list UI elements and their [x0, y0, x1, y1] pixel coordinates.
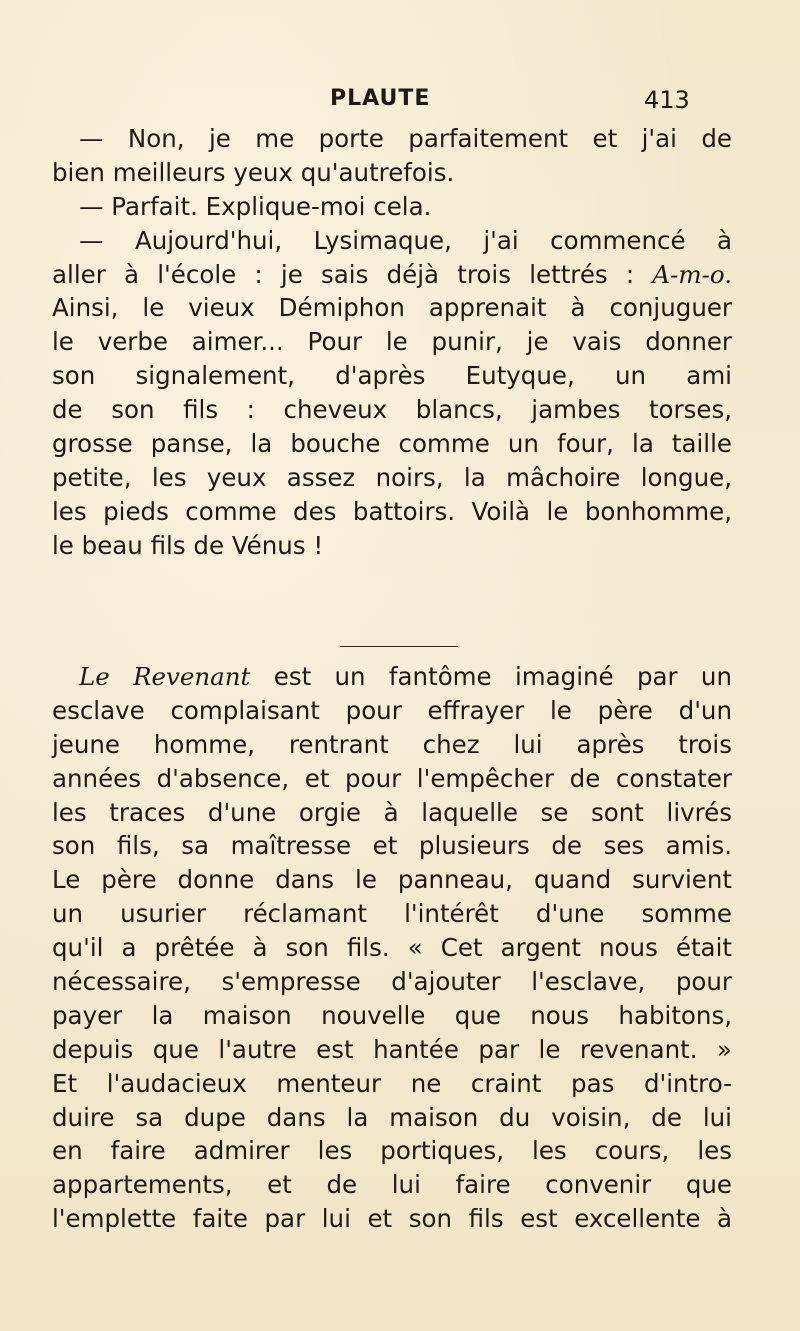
- text-line: appartements, et de lui faire convenir que: [52, 1170, 732, 1200]
- text-segment: aller à l'école : je sais déjà trois lettrés :: [52, 259, 653, 289]
- text-line: grosse panse, la bouche comme un four, la taille: [52, 429, 732, 459]
- page-header: [0, 86, 800, 116]
- text-line: petite, les yeux assez noirs, la mâchoire longue,: [52, 462, 732, 492]
- italic-word: A-m-o.: [652, 259, 732, 289]
- text-line: depuis que l'autre est hantée par le revenant. »: [52, 1034, 732, 1064]
- play-title: Le Revenant: [79, 662, 251, 691]
- text-line: [52, 258, 732, 292]
- text-line: — Aujourd'hui, Lysimaque, j'ai commencé à: [79, 225, 732, 255]
- dialogue-block: [52, 122, 732, 563]
- summary-block: [52, 660, 732, 1236]
- text-line: Ainsi, le vieux Démiphon apprenait à conjuguer: [52, 293, 732, 323]
- text-line: [52, 660, 732, 694]
- text-line: de son fils : cheveux blancs, jambes torses,: [52, 395, 732, 425]
- text-line: les pieds comme des battoirs. Voilà le bonhomme,: [52, 496, 732, 526]
- text-line: un usurier réclamant l'intérêt d'une somme: [52, 899, 732, 929]
- text-line: duire sa dupe dans la maison du voisin, de lui: [52, 1102, 732, 1132]
- text-line: le beau fils de Vénus !: [52, 530, 324, 560]
- text-line: nécessaire, s'empresse d'ajouter l'esclave, pour: [52, 967, 732, 997]
- text-segment: est un fantôme imaginé par un: [250, 662, 732, 691]
- text-line: le verbe aimer... Pour le punir, je vais donner: [52, 327, 732, 357]
- text-line: Le père donne dans le panneau, quand survient: [52, 865, 732, 895]
- text-line: son signalement, d'après Eutyque, un ami: [52, 361, 732, 391]
- text-line: qu'il a prêtée à son fils. « Cet argent nous était: [52, 933, 732, 963]
- running-head: PLAUTE: [330, 86, 431, 111]
- text-line: années d'absence, et pour l'empêcher de constater: [52, 763, 732, 793]
- text-line: Et l'audacieux menteur ne craint pas d'intro-: [52, 1068, 732, 1098]
- text-line: jeune homme, rentrant chez lui après trois: [52, 729, 732, 759]
- section-divider: [340, 646, 458, 647]
- text-line: payer la maison nouvelle que nous habitons,: [52, 1000, 732, 1030]
- text-line: en faire admirer les portiques, les cours, les: [52, 1136, 732, 1166]
- text-line: — Parfait. Explique-moi cela.: [79, 191, 432, 221]
- text-line: esclave complaisant pour effrayer le père d'un: [52, 695, 732, 725]
- text-line: les traces d'une orgie à laquelle se sont livrés: [52, 797, 732, 827]
- text-line: — Non, je me porte parfaitement et j'ai de: [79, 124, 732, 153]
- text-line: son fils, sa maîtresse et plusieurs de ses amis.: [52, 831, 732, 861]
- page-number: 413: [644, 86, 690, 114]
- text-line: bien meilleurs yeux qu'autrefois.: [52, 157, 455, 187]
- text-line: l'emplette faite par lui et son fils est excellente à: [52, 1204, 732, 1234]
